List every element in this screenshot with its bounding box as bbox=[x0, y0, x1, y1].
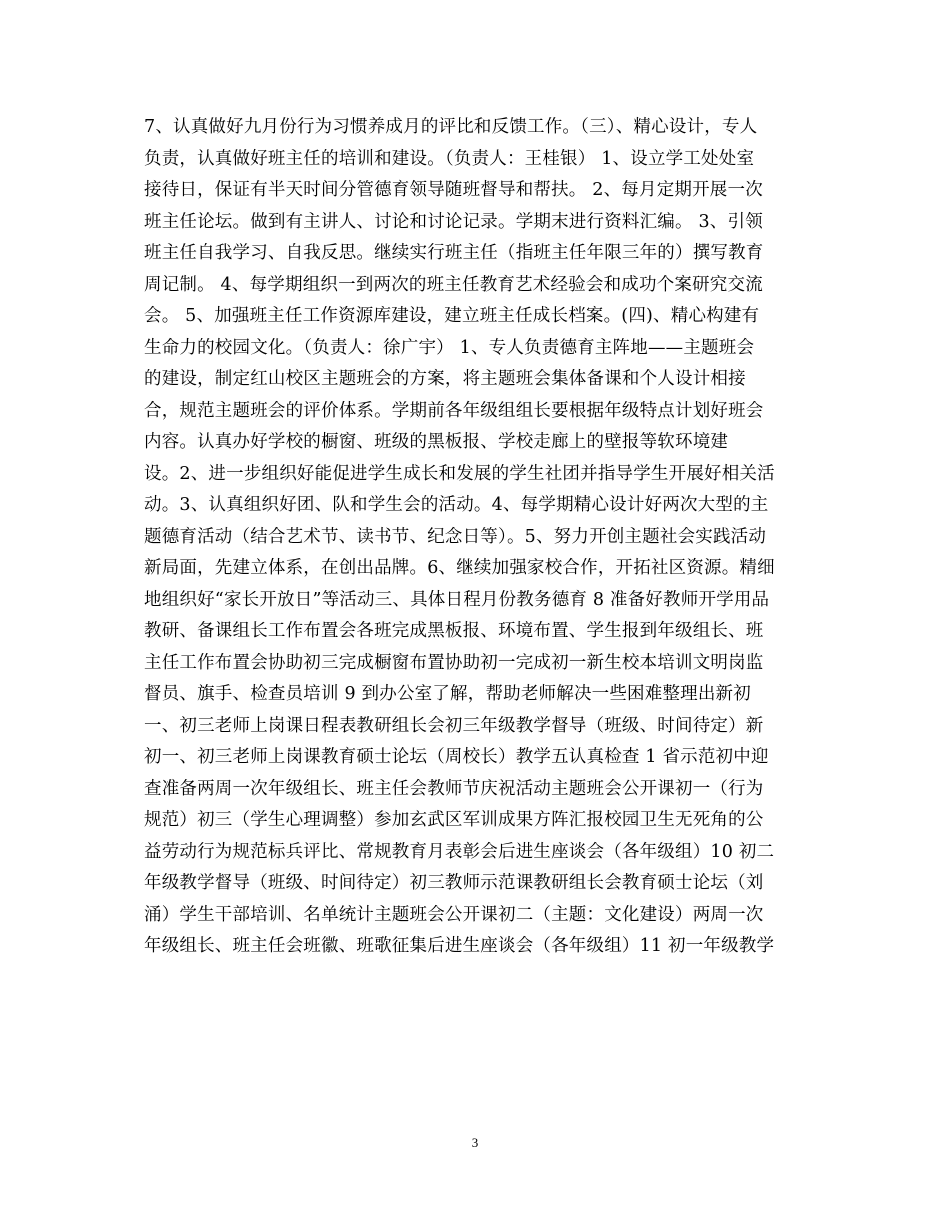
text-line: 年级组长、班主任会班徽、班歌征集后进生座谈会（各年级组）11 初一年级教学 bbox=[144, 936, 775, 956]
text-line: 负责，认真做好班主任的培训和建设。（负责人：王桂银） 1、设立学工处处室 bbox=[144, 148, 755, 169]
text-line: 内容。认真办好学校的橱窗、班级的黑板报、学校走廊上的壁报等软环境建 bbox=[144, 432, 729, 452]
text-line: 督员、旗手、检查员培训 9 到办公室了解，帮助老师解决一些困难整理出新初 bbox=[144, 684, 751, 704]
text-line: 涌）学生干部培训、名单统计主题班会公开课初二（主题：文化建设）两周一次 bbox=[144, 904, 764, 925]
text-line: 生命力的校园文化。（负责人：徐广宇） 1、专人负责德育主阵地——主题班会 bbox=[144, 337, 755, 358]
text-line: 7、认真做好九月份行为习惯养成月的评比和反馈工作。（三）、精心设计，专人 bbox=[144, 117, 758, 137]
text-line: 一、初三老师上岗课日程表教研组长会初三年级教学督导（班级、时间待定）新 bbox=[144, 715, 764, 736]
text-line: 益劳动行为规范标兵评比、常规教育月表彰会后进生座谈会（各年级组）10 初二 bbox=[144, 841, 775, 862]
text-line: 班主任自我学习、自我反思。继续实行班主任（指班主任年限三年的）撰写教育 bbox=[144, 243, 764, 263]
text-line: 的建设，制定红山校区主题班会的方案，将主题班会集体备课和个人设计相接 bbox=[144, 369, 746, 389]
text-line: 合，规范主题班会的评价体系。学期前各年级组组长要根据年级特点计划好班会 bbox=[144, 400, 764, 421]
text-line: 新局面，先建立体系，在创出品牌。6、继续加强家校合作，开拓社区资源。精细 bbox=[144, 558, 775, 578]
text-line: 会。 5、加强班主任工作资源库建设，建立班主任成长档案。(四)、精心构建有 bbox=[144, 306, 760, 326]
text-line: 题德育活动（结合艺术节、读书节、纪念日等）。5、努力开创主题社会实践活动 bbox=[144, 526, 767, 547]
text-line: 查准备两周一次年级组长、班主任会教师节庆祝活动主题班会公开课初一（行为 bbox=[144, 778, 764, 799]
text-line: 动。3、认真组织好团、队和学生会的活动。4、每学期精心设计好两次大型的主 bbox=[144, 495, 769, 515]
text-line: 设。2、进一步组织好能促进学生成长和发展的学生社团并指导学生开展好相关活 bbox=[144, 463, 775, 484]
text-line: 周记制。 4、每学期组织一到两次的班主任教育艺术经验会和成功个案研究交流 bbox=[144, 274, 763, 295]
text-line: 年级教学督导（班级、时间待定）初三教师示范课教研组长会教育硕士论坛（刘 bbox=[144, 873, 764, 893]
text-line: 接待日，保证有半天时间分管德育领导随班督导和帮扶。 2、每月定期开展一次 bbox=[144, 180, 763, 200]
text-line: 地组织好“家长开放日”等活动三、具体日程月份教务德育 8 准备好教师开学用品 bbox=[144, 589, 770, 610]
body-text bbox=[144, 112, 824, 963]
text-line: 班主任论坛。做到有主讲人、讨论和讨论记录。学期末进行资料汇编。 3、引领 bbox=[144, 211, 763, 232]
text-line: 主任工作布置会协助初三完成橱窗布置协助初一完成初一新生校本培训文明岗监 bbox=[144, 652, 764, 673]
text-line: 教研、备课组长工作布置会各班完成黑板报、环境布置、学生报到年级组长、班 bbox=[144, 621, 764, 641]
text-line: 初一、初三老师上岗课教育硕士论坛（周校长）教学五认真检查 1 省示范初中迎 bbox=[144, 747, 769, 767]
page-number: 3 bbox=[471, 1135, 479, 1150]
text-line: 规范）初三（学生心理调整）参加玄武区军训成果方阵汇报校园卫生无死角的公 bbox=[144, 810, 764, 830]
